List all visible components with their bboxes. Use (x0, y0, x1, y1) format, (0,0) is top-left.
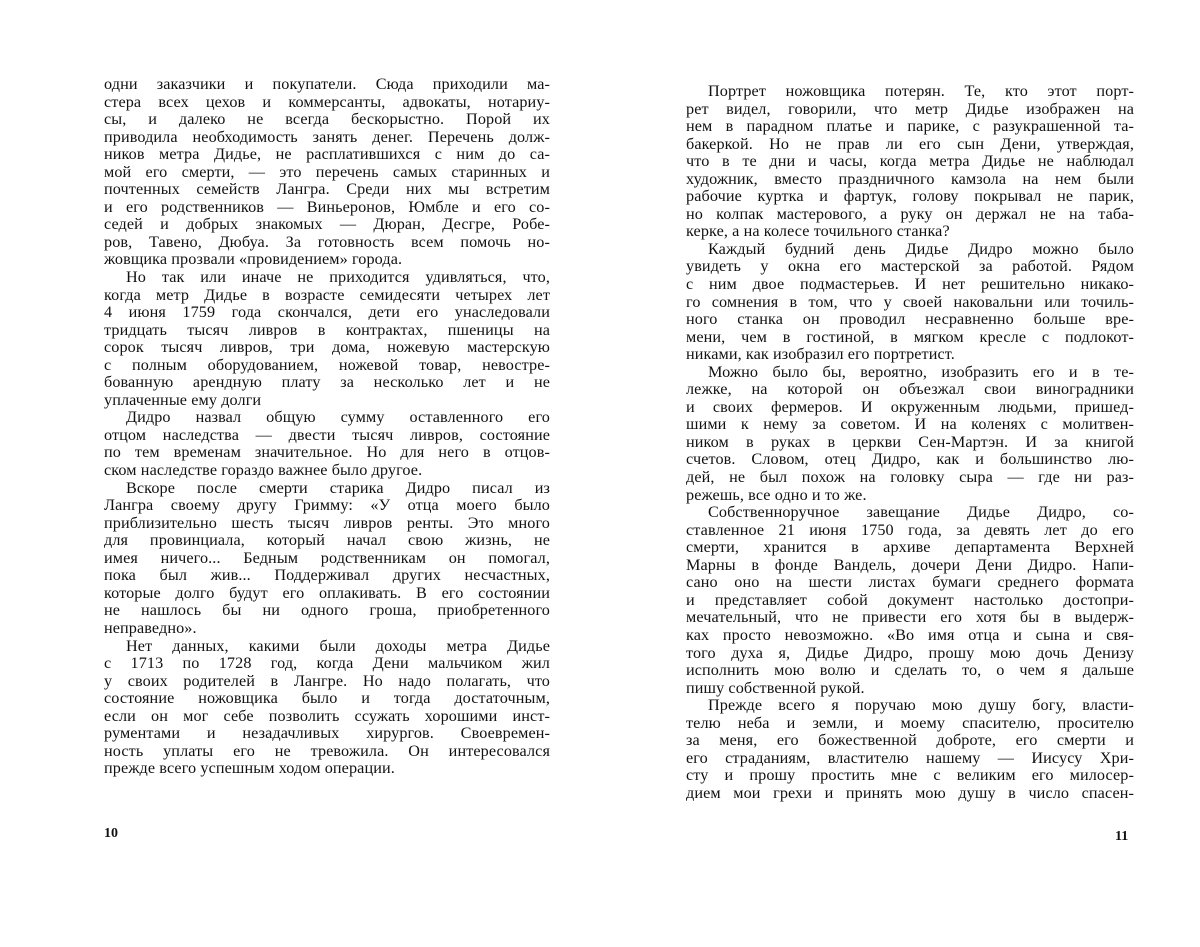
text-line: режешь, все одно и то же. (686, 485, 867, 504)
text-line: уплаченные ему долги (104, 390, 262, 409)
text-line: отцом наследства — двести тысяч ливров, состояние (104, 425, 550, 444)
text-line: Можно было бы, вероятно, изобразить его и в те- (708, 362, 1134, 381)
text-line: ность уплаты его не тревожила. Он интересовался (104, 741, 550, 760)
text-line: шими к нему за советом. И на коленях с молитвен- (686, 415, 1134, 434)
text-line: для провинциала, который начал свою жизнь, не (104, 531, 550, 550)
right-page (600, 0, 1200, 947)
text-line: по тем временам значительное. Но для него в отцов- (104, 443, 550, 462)
left-page-text (104, 76, 550, 778)
text-line: ников метра Дидье, не расплатившихся с ним до са- (104, 145, 550, 164)
text-line: счетов. Словом, отец Дидро, как и большинство лю- (686, 450, 1134, 469)
text-line: увидеть у окна его мастерской за работой. Рядом (686, 257, 1134, 276)
text-line: 4 июня 1759 года скончался, дети его унаследовали (104, 303, 550, 322)
right-page-text (686, 83, 1134, 802)
text-line: бованную арендную плату за несколько лет и не (104, 373, 550, 392)
text-line: почтенных семейств Лангра. Среди них мы встретим (104, 180, 550, 199)
text-line: и его родственников — Виньеронов, Юмбле и его со- (104, 197, 550, 216)
text-line: пока был жив... Поддерживал других несчастных, (104, 566, 550, 585)
text-line: Прежде всего я поручаю мою душу богу, власти- (708, 696, 1134, 715)
text-line: сту и прошу простить мне с великим его милосер- (686, 766, 1134, 785)
text-line: ного станка он проводил несравненно больше вре- (686, 310, 1134, 329)
text-line: не нашлось бы ни одного гроша, приобретенного (104, 601, 550, 620)
text-line: что в те дни и часы, когда метра Дидье не наблюдал (686, 152, 1134, 171)
text-line: Но так или иначе не приходится удивляться, что, (126, 268, 550, 287)
page-number-right: 11 (1115, 829, 1129, 844)
text-line: и представляет собой документ настолько достопри- (686, 590, 1134, 609)
text-line: ров, Тавено, Дюбуа. За готовность всем помочь но- (104, 232, 550, 251)
text-line: и своих фермеров. И окруженным людьми, пришед- (686, 397, 1134, 416)
text-line: сорок тысяч ливров, три дома, ножевую мастерскую (104, 338, 550, 357)
text-line: бакеркой. Но не прав ли его сын Дени, утверждая, (686, 134, 1134, 153)
text-line: Портрет ножовщика потерян. Те, кто этот порт- (708, 82, 1134, 100)
text-line: с 1713 по 1728 год, когда Дени мальчиком жил (104, 654, 550, 673)
text-line: художник, вместо праздничного камзола на нем были (686, 169, 1134, 188)
text-line: но колпак мастерового, а руку он держал не на таба- (686, 204, 1134, 223)
text-line: лежке, на которой он объезжал свои виноградники (686, 380, 1134, 399)
page-number-left: 10 (104, 826, 118, 841)
text-line: дием мои грехи и принять мою душу в число спасен- (686, 783, 1134, 802)
text-line: Вскоре после смерти старика Дидро писал из (126, 478, 550, 497)
text-line: жовщика прозвали «провидением» города. (104, 250, 403, 269)
text-line: рументами и незадачливых хирургов. Своевремен- (104, 724, 550, 743)
text-line: того духа я, Дидье Дидро, прошу мою дочь Денизу (686, 643, 1134, 662)
text-line: ском наследстве гораздо важнее было другое. (104, 461, 423, 480)
text-line: Каждый будний день Дидье Дидро можно было (708, 239, 1134, 258)
text-line: мой его смерти, — это перечень самых старинных и (104, 162, 550, 181)
text-line: Марны в фонде Вандель, дочери Дени Дидро. Напи- (686, 555, 1134, 574)
text-line: имея ничего... Бедным родственникам он помогал, (104, 548, 550, 567)
text-line: прежде всего успешным ходом операции. (104, 759, 395, 778)
text-line: у своих родителей в Лангре. Но надо полагать, что (104, 671, 550, 690)
text-line: с полным оборудованием, ножевой товар, невостре- (104, 355, 550, 374)
text-line: рет видел, говорили, что метр Дидье изображен на (686, 99, 1134, 118)
text-line: состояние ножовщика было и тогда достаточным, (104, 689, 550, 708)
text-line: никами, как изобразил его портретист. (686, 345, 955, 364)
text-line: пишу собственной рукой. (686, 678, 865, 697)
text-line: седей и добрых знакомых — Дюран, Десгре, Робе- (104, 215, 550, 234)
text-line: ником в руках в церкви Сен-Мартэн. И за книгой (686, 432, 1134, 451)
text-line: рабочие куртка и фартук, голову покрывал не парик, (686, 187, 1134, 206)
text-line: Нет данных, какими были доходы метра Дидье (126, 636, 550, 655)
text-line: Лангра своему другу Гримму: «У отца моего было (104, 496, 550, 515)
text-line: го сомнения в том, что у своей наковальни или точиль- (686, 292, 1134, 311)
text-line: Дидро назвал общую сумму оставленного его (126, 408, 550, 427)
text-line: стера всех цехов и коммерсанты, адвокаты, нотариу- (104, 92, 550, 111)
text-line: телю неба и земли, и моему спасителю, просителю (686, 713, 1134, 732)
text-line: когда метр Дидье в возрасте семидесяти четырех лет (104, 285, 550, 304)
text-line: нем в парадном платье и парике, с разукрашенной та- (686, 117, 1134, 136)
text-line: которые долго будут его оплакивать. В его состоянии (104, 583, 550, 602)
text-line: приводила необходимость занять денег. Перечень долж- (104, 127, 550, 146)
text-line: мени, чем в гостиной, в мягком кресле с подлокот- (686, 327, 1134, 346)
text-line: если он мог себе позволить ссужать хорошими инст- (104, 706, 550, 725)
text-line: дей, не был похож на головку сыра — где ни раз- (686, 468, 1134, 487)
text-line: его страданиям, властителю нашему — Иисусу Хри- (686, 748, 1134, 767)
text-line: за меня, его божественной доброте, его смерти и (686, 731, 1134, 750)
text-line: ках просто невозможно. «Во имя отца и сына и свя- (686, 625, 1134, 644)
text-line: одни заказчики и покупатели. Сюда приходили ма- (104, 75, 550, 93)
text-line: тридцать тысяч ливров в контрактах, пшеницы на (104, 320, 550, 339)
text-line: мечательный, что не привести его хотя бы в выдерж- (686, 608, 1134, 627)
text-line: исполнить мою волю и сделать то, о чем я дальше (686, 661, 1134, 680)
text-line: приблизительно шесть тысяч ливров ренты. Это много (104, 513, 550, 532)
text-line: керке, а на колесе точильного станка? (686, 222, 950, 241)
text-line: с ним двое подмастерьев. И нет решительно никако- (686, 275, 1134, 294)
text-line: смерти, хранится в архиве департамента Верхней (686, 538, 1134, 557)
text-line: Собственноручное завещание Дидье Дидро, со- (708, 503, 1134, 522)
text-line: ставленное 21 июня 1750 года, за девять лет до его (686, 520, 1134, 539)
text-line: сы, и далеко не всегда бескорыстно. Порой их (104, 110, 550, 129)
text-line: неправедно». (104, 618, 197, 637)
text-line: сано оно на шести листах бумаги среднего формата (686, 573, 1134, 592)
